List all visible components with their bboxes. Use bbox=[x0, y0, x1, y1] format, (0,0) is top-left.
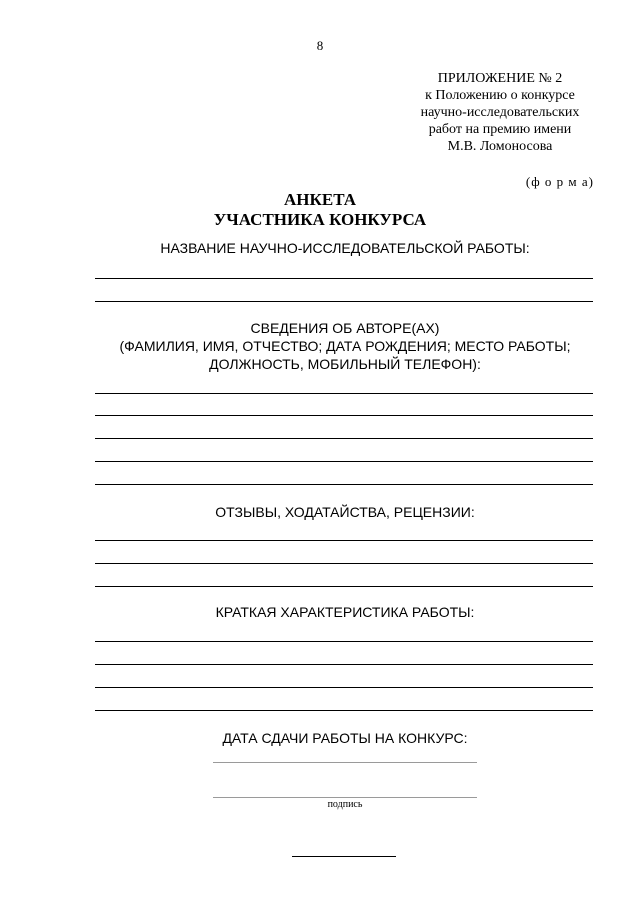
appendix-block bbox=[405, 70, 595, 155]
answer-line[interactable] bbox=[95, 415, 593, 416]
submission-date-heading: ДАТА СДАЧИ РАБОТЫ НА КОНКУРС: bbox=[222, 730, 468, 746]
answer-line[interactable] bbox=[95, 641, 593, 642]
appendix-line: научно-исследовательских bbox=[420, 105, 580, 120]
end-rule bbox=[292, 856, 396, 857]
answer-line[interactable] bbox=[95, 687, 593, 688]
signature-line[interactable] bbox=[213, 797, 477, 798]
answer-line[interactable] bbox=[95, 461, 593, 462]
appendix-line: М.В. Ломоносова bbox=[447, 139, 553, 154]
answer-line[interactable] bbox=[95, 484, 593, 485]
author-info-heading bbox=[95, 319, 595, 373]
signature-caption: подпись bbox=[327, 799, 363, 810]
answer-line[interactable] bbox=[95, 586, 593, 587]
heading-line: СВЕДЕНИЯ ОБ АВТОРЕ(АХ) bbox=[250, 320, 440, 336]
title-line: УЧАСТНИКА КОНКУРСА bbox=[213, 210, 427, 229]
reviews-heading: ОТЗЫВЫ, ХОДАТАЙСТВА, РЕЦЕНЗИИ: bbox=[215, 504, 475, 520]
document-title bbox=[0, 190, 640, 230]
heading-line: (ФАМИЛИЯ, ИМЯ, ОТЧЕСТВО; ДАТА РОЖДЕНИЯ; МЕСТО РАБОТЫ; bbox=[119, 338, 571, 354]
appendix-line: ПРИЛОЖЕНИЕ № 2 bbox=[437, 71, 563, 86]
answer-line[interactable] bbox=[95, 393, 593, 394]
answer-line[interactable] bbox=[95, 278, 593, 279]
form-label: (ф о р м а) bbox=[525, 174, 594, 189]
work-title-heading: НАЗВАНИЕ НАУЧНО-ИССЛЕДОВАТЕЛЬСКОЙ РАБОТЫ: bbox=[160, 240, 530, 256]
answer-line[interactable] bbox=[95, 301, 593, 302]
page-number: 8 bbox=[316, 38, 324, 53]
answer-line[interactable] bbox=[95, 664, 593, 665]
answer-line[interactable] bbox=[95, 438, 593, 439]
appendix-line: к Положению о конкурсе bbox=[425, 88, 575, 103]
heading-line: ДОЛЖНОСТЬ, МОБИЛЬНЫЙ ТЕЛЕФОН): bbox=[209, 356, 481, 372]
answer-line[interactable] bbox=[95, 710, 593, 711]
answer-line[interactable] bbox=[95, 563, 593, 564]
date-line[interactable] bbox=[213, 762, 477, 763]
summary-heading: КРАТКАЯ ХАРАКТЕРИСТИКА РАБОТЫ: bbox=[215, 604, 475, 620]
answer-line[interactable] bbox=[95, 540, 593, 541]
title-line: АНКЕТА bbox=[284, 190, 356, 209]
appendix-line: работ на премию имени bbox=[428, 122, 572, 137]
